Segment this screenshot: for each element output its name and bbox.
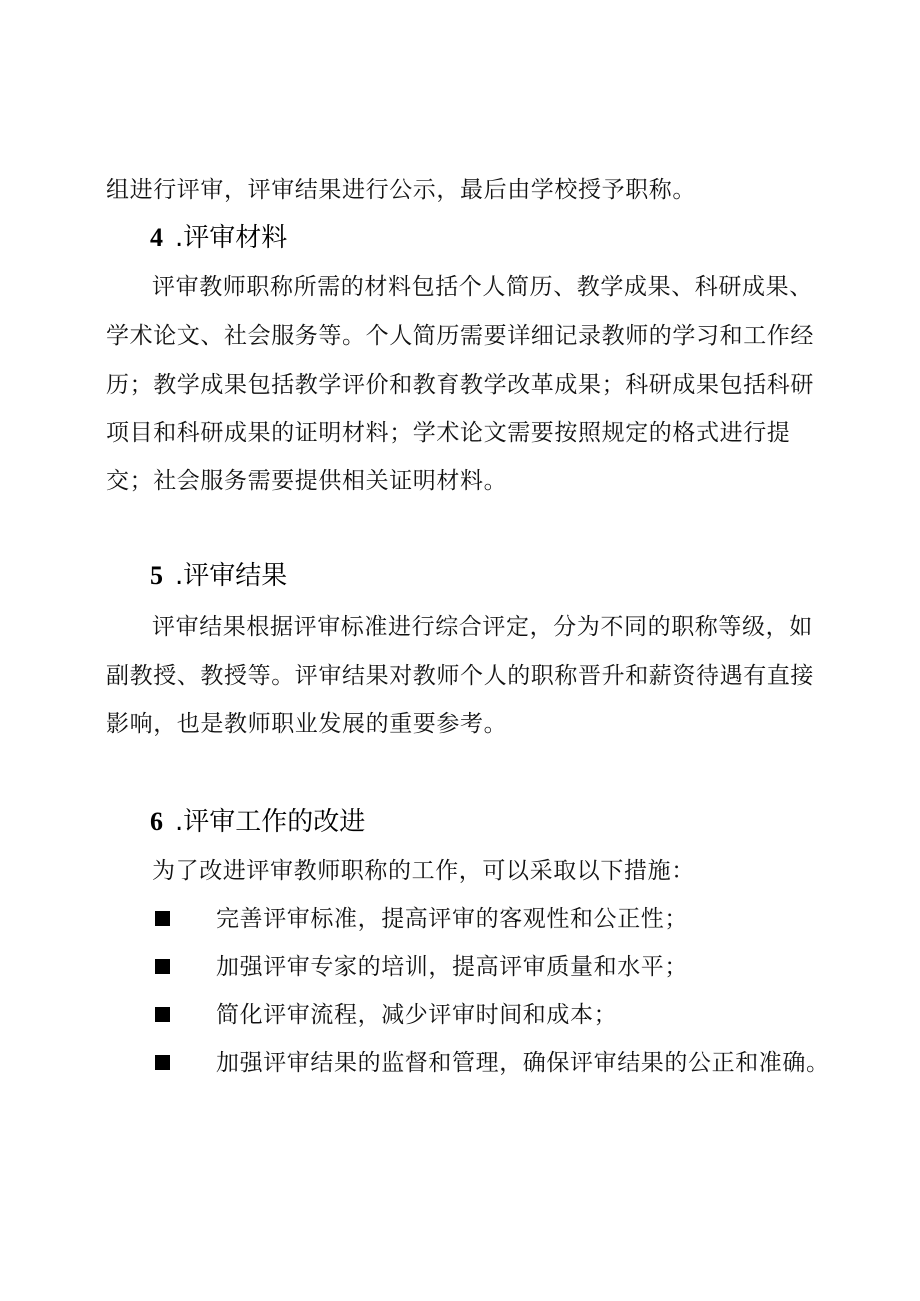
section-5-number: 5 bbox=[150, 561, 163, 590]
square-bullet-icon bbox=[155, 959, 170, 974]
section-5-heading bbox=[150, 560, 287, 592]
square-bullet-icon bbox=[155, 911, 170, 926]
paragraph-line: 影响，也是教师职业发展的重要参考。 bbox=[106, 711, 508, 737]
paragraph-line: 评审结果根据评审标准进行综合评定，分为不同的职称等级，如 bbox=[152, 614, 813, 640]
section-5-title: .评审结果 bbox=[175, 561, 288, 591]
section-6-number: 6 bbox=[150, 807, 163, 836]
paragraph-line: 交；社会服务需要提供相关证明材料。 bbox=[106, 468, 508, 494]
list-item-text: 完善评审标准，提高评审的客观性和公正性； bbox=[216, 906, 688, 932]
list-item-text: 简化评审流程，减少评审时间和成本； bbox=[216, 1002, 618, 1028]
list-item-text: 加强评审专家的培训，提高评审质量和水平； bbox=[216, 954, 688, 980]
paragraph-line: 学术论文、社会服务等。个人简历需要详细记录教师的学习和工作经 bbox=[106, 323, 814, 349]
intro-paragraph-line: 组进行评审，评审结果进行公示，最后由学校授予职称。 bbox=[106, 177, 696, 203]
paragraph-line: 副教授、教授等。评审结果对教师个人的职称晋升和薪资待遇有直接 bbox=[106, 663, 814, 689]
section-6-title: .评审工作的改进 bbox=[175, 807, 366, 837]
section-6-heading bbox=[150, 806, 365, 838]
square-bullet-icon bbox=[155, 1007, 170, 1022]
section-4-heading bbox=[150, 222, 287, 254]
section-4-number: 4 bbox=[150, 223, 163, 252]
section-4-title: .评审材料 bbox=[175, 223, 288, 253]
paragraph-line: 项目和科研成果的证明材料；学术论文需要按照规定的格式进行提 bbox=[106, 420, 791, 446]
section-6-intro: 为了改进评审教师职称的工作，可以采取以下措施： bbox=[152, 858, 695, 884]
square-bullet-icon bbox=[155, 1055, 170, 1070]
list-item-text: 加强评审结果的监督和管理，确保评审结果的公正和准确。 bbox=[216, 1050, 830, 1076]
paragraph-line: 历；教学成果包括教学评价和教育教学改革成果；科研成果包括科研 bbox=[106, 372, 814, 398]
paragraph-line: 评审教师职称所需的材料包括个人简历、教学成果、科研成果、 bbox=[152, 274, 813, 300]
